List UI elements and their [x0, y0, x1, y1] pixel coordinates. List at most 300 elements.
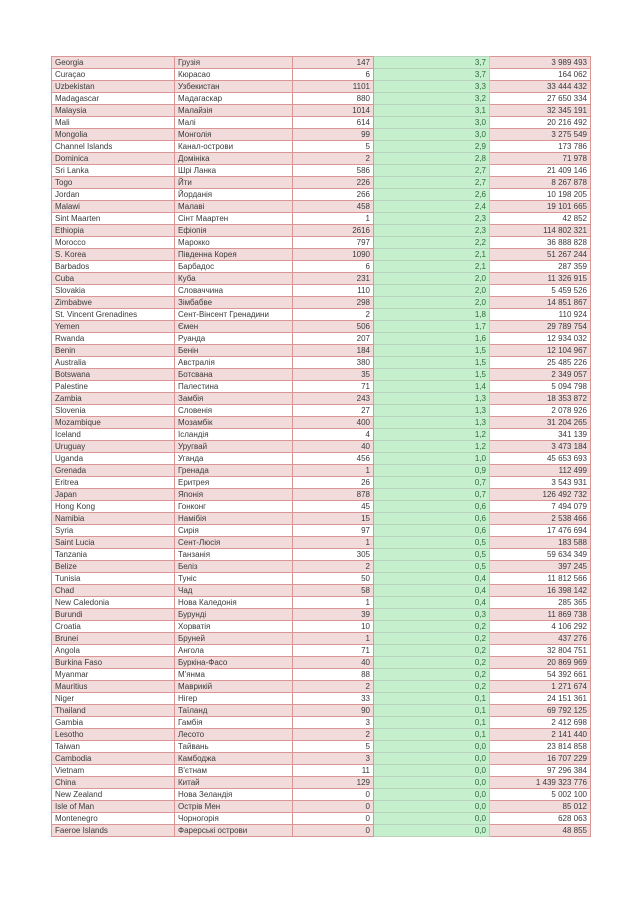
cell-country-en: Benin — [52, 345, 175, 357]
cell-value: 10 — [293, 621, 374, 633]
cell-large-value: 110 924 — [490, 309, 591, 321]
table-row — [52, 153, 591, 165]
cell-country-en: Georgia — [52, 57, 175, 69]
table-row — [52, 429, 591, 441]
cell-large-value: 85 012 — [490, 801, 591, 813]
cell-country-en: Grenada — [52, 465, 175, 477]
cell-large-value: 29 789 754 — [490, 321, 591, 333]
cell-large-value: 16 398 142 — [490, 585, 591, 597]
cell-value: 2616 — [293, 225, 374, 237]
cell-large-value: 437 276 — [490, 633, 591, 645]
cell-country-en: Gambia — [52, 717, 175, 729]
cell-country-en: Montenegro — [52, 813, 175, 825]
cell-country-uk: Нова Зеландія — [175, 789, 293, 801]
cell-country-en: Taiwan — [52, 741, 175, 753]
cell-value: 33 — [293, 693, 374, 705]
cell-country-en: Iceland — [52, 429, 175, 441]
cell-country-uk: Ісландія — [175, 429, 293, 441]
table-row — [52, 477, 591, 489]
cell-country-uk: Бруней — [175, 633, 293, 645]
cell-country-en: Sint Maarten — [52, 213, 175, 225]
cell-country-en: St. Vincent Grenadines — [52, 309, 175, 321]
table-row — [52, 129, 591, 141]
cell-value-highlighted: 1,8 — [374, 309, 490, 321]
cell-value: 58 — [293, 585, 374, 597]
table-row — [52, 609, 591, 621]
cell-country-en: S. Korea — [52, 249, 175, 261]
table-row — [52, 417, 591, 429]
table-row — [52, 657, 591, 669]
cell-value: 15 — [293, 513, 374, 525]
cell-large-value: 21 409 146 — [490, 165, 591, 177]
table-row — [52, 309, 591, 321]
cell-country-uk: Лесото — [175, 729, 293, 741]
cell-country-en: Namibia — [52, 513, 175, 525]
cell-value-highlighted: 0,5 — [374, 549, 490, 561]
cell-country-uk: В'єтнам — [175, 765, 293, 777]
cell-country-en: Sri Lanka — [52, 165, 175, 177]
cell-value: 1101 — [293, 81, 374, 93]
cell-value: 0 — [293, 801, 374, 813]
cell-value: 0 — [293, 813, 374, 825]
cell-country-uk: Японія — [175, 489, 293, 501]
cell-large-value: 48 855 — [490, 825, 591, 837]
cell-country-en: Isle of Man — [52, 801, 175, 813]
table-row — [52, 537, 591, 549]
table-row — [52, 381, 591, 393]
cell-country-uk: Камбоджа — [175, 753, 293, 765]
cell-value: 184 — [293, 345, 374, 357]
cell-country-uk: Австралія — [175, 357, 293, 369]
table-row — [52, 225, 591, 237]
cell-country-en: Slovakia — [52, 285, 175, 297]
cell-country-en: Mozambique — [52, 417, 175, 429]
cell-value-highlighted: 2,6 — [374, 189, 490, 201]
cell-value: 97 — [293, 525, 374, 537]
cell-value-highlighted: 0,1 — [374, 705, 490, 717]
table-row — [52, 441, 591, 453]
table-row — [52, 201, 591, 213]
cell-large-value: 11 869 738 — [490, 609, 591, 621]
cell-value-highlighted: 0,9 — [374, 465, 490, 477]
cell-large-value: 628 063 — [490, 813, 591, 825]
cell-country-uk: Шрі Ланка — [175, 165, 293, 177]
cell-country-en: Jordan — [52, 189, 175, 201]
cell-value-highlighted: 0,0 — [374, 765, 490, 777]
cell-country-en: Australia — [52, 357, 175, 369]
cell-large-value: 32 345 191 — [490, 105, 591, 117]
cell-large-value: 12 104 967 — [490, 345, 591, 357]
cell-value: 1014 — [293, 105, 374, 117]
cell-value: 380 — [293, 357, 374, 369]
cell-country-en: Rwanda — [52, 333, 175, 345]
table-row — [52, 813, 591, 825]
cell-value: 614 — [293, 117, 374, 129]
cell-country-uk: Куба — [175, 273, 293, 285]
table-row — [52, 717, 591, 729]
table-row — [52, 705, 591, 717]
table-row — [52, 561, 591, 573]
cell-large-value: 59 634 349 — [490, 549, 591, 561]
cell-country-en: Barbados — [52, 261, 175, 273]
cell-country-en: Syria — [52, 525, 175, 537]
cell-value-highlighted: 0,2 — [374, 657, 490, 669]
cell-country-en: Hong Kong — [52, 501, 175, 513]
cell-country-uk: Домініка — [175, 153, 293, 165]
cell-country-en: Dominica — [52, 153, 175, 165]
cell-country-en: Belize — [52, 561, 175, 573]
cell-country-uk: Маврикій — [175, 681, 293, 693]
table-row — [52, 261, 591, 273]
cell-value-highlighted: 3,3 — [374, 81, 490, 93]
cell-value-highlighted: 3,7 — [374, 69, 490, 81]
cell-country-uk: Марокко — [175, 237, 293, 249]
cell-country-en: Thailand — [52, 705, 175, 717]
cell-value-highlighted: 2,1 — [374, 261, 490, 273]
cell-country-uk: Сент-Люсія — [175, 537, 293, 549]
table-row — [52, 741, 591, 753]
cell-country-en: Croatia — [52, 621, 175, 633]
cell-value-highlighted: 0,6 — [374, 501, 490, 513]
cell-value: 39 — [293, 609, 374, 621]
table-row — [52, 525, 591, 537]
cell-large-value: 11 326 915 — [490, 273, 591, 285]
cell-value: 400 — [293, 417, 374, 429]
cell-large-value: 54 392 661 — [490, 669, 591, 681]
cell-country-en: Curaçao — [52, 69, 175, 81]
cell-value: 2 — [293, 561, 374, 573]
cell-value-highlighted: 0,0 — [374, 777, 490, 789]
cell-large-value: 114 802 321 — [490, 225, 591, 237]
cell-country-en: Lesotho — [52, 729, 175, 741]
cell-value-highlighted: 1,3 — [374, 405, 490, 417]
cell-country-uk: Узбекистан — [175, 81, 293, 93]
cell-country-uk: Таїланд — [175, 705, 293, 717]
cell-large-value: 97 296 384 — [490, 765, 591, 777]
cell-value: 110 — [293, 285, 374, 297]
cell-value: 3 — [293, 753, 374, 765]
cell-value-highlighted: 2,7 — [374, 177, 490, 189]
cell-large-value: 17 476 694 — [490, 525, 591, 537]
table-row — [52, 237, 591, 249]
cell-value: 40 — [293, 657, 374, 669]
cell-large-value: 126 492 732 — [490, 489, 591, 501]
cell-value: 243 — [293, 393, 374, 405]
cell-value: 226 — [293, 177, 374, 189]
cell-country-en: Uganda — [52, 453, 175, 465]
cell-value: 99 — [293, 129, 374, 141]
table-row — [52, 693, 591, 705]
cell-country-en: Chad — [52, 585, 175, 597]
cell-large-value: 1 439 323 776 — [490, 777, 591, 789]
cell-value-highlighted: 0,0 — [374, 741, 490, 753]
cell-country-uk: Хорватія — [175, 621, 293, 633]
cell-country-uk: Зімбабве — [175, 297, 293, 309]
cell-country-en: Madagascar — [52, 93, 175, 105]
cell-country-uk: Ботсвана — [175, 369, 293, 381]
cell-value-highlighted: 0,4 — [374, 585, 490, 597]
cell-country-uk: Йти — [175, 177, 293, 189]
table-row — [52, 117, 591, 129]
cell-value: 2 — [293, 153, 374, 165]
table-row — [52, 333, 591, 345]
cell-country-en: Niger — [52, 693, 175, 705]
cell-country-uk: Південна Корея — [175, 249, 293, 261]
cell-value-highlighted: 1,5 — [374, 369, 490, 381]
cell-country-uk: Канал-острови — [175, 141, 293, 153]
cell-value-highlighted: 0,1 — [374, 729, 490, 741]
cell-large-value: 20 869 969 — [490, 657, 591, 669]
table-row — [52, 297, 591, 309]
cell-country-en: New Zealand — [52, 789, 175, 801]
cell-country-uk: Нігер — [175, 693, 293, 705]
cell-country-uk: Ефіопія — [175, 225, 293, 237]
cell-large-value: 7 494 079 — [490, 501, 591, 513]
cell-country-uk: Уругвай — [175, 441, 293, 453]
cell-value-highlighted: 0,0 — [374, 825, 490, 837]
cell-country-uk: Палестина — [175, 381, 293, 393]
table-row — [52, 141, 591, 153]
cell-large-value: 3 275 549 — [490, 129, 591, 141]
cell-value: 266 — [293, 189, 374, 201]
cell-country-uk: Малаві — [175, 201, 293, 213]
cell-value-highlighted: 0,0 — [374, 789, 490, 801]
cell-country-uk: Буркіна-Фасо — [175, 657, 293, 669]
cell-country-uk: Гренада — [175, 465, 293, 477]
cell-country-en: Mauritius — [52, 681, 175, 693]
cell-country-uk: Малайзія — [175, 105, 293, 117]
cell-value: 2 — [293, 309, 374, 321]
table-row — [52, 393, 591, 405]
cell-country-uk: Чорногорія — [175, 813, 293, 825]
cell-country-uk: Туніс — [175, 573, 293, 585]
cell-value-highlighted: 2,3 — [374, 213, 490, 225]
cell-value: 88 — [293, 669, 374, 681]
cell-value-highlighted: 1,3 — [374, 417, 490, 429]
cell-country-uk: Бурунді — [175, 609, 293, 621]
cell-value-highlighted: 3,1 — [374, 105, 490, 117]
cell-country-en: Cuba — [52, 273, 175, 285]
cell-value-highlighted: 3,7 — [374, 57, 490, 69]
cell-large-value: 10 198 205 — [490, 189, 591, 201]
cell-value: 147 — [293, 57, 374, 69]
cell-value: 298 — [293, 297, 374, 309]
table-row — [52, 345, 591, 357]
cell-country-en: Slovenia — [52, 405, 175, 417]
cell-value: 11 — [293, 765, 374, 777]
cell-country-uk: Ємен — [175, 321, 293, 333]
cell-large-value: 5 002 100 — [490, 789, 591, 801]
cell-value: 6 — [293, 261, 374, 273]
cell-value-highlighted: 1,0 — [374, 453, 490, 465]
cell-large-value: 14 851 867 — [490, 297, 591, 309]
cell-country-uk: Сирія — [175, 525, 293, 537]
cell-value-highlighted: 3,0 — [374, 129, 490, 141]
cell-country-uk: Китай — [175, 777, 293, 789]
cell-large-value: 287 359 — [490, 261, 591, 273]
cell-value: 305 — [293, 549, 374, 561]
cell-large-value: 2 349 057 — [490, 369, 591, 381]
cell-country-uk: Нова Каледонія — [175, 597, 293, 609]
cell-value-highlighted: 1,6 — [374, 333, 490, 345]
cell-value: 26 — [293, 477, 374, 489]
table-row — [52, 753, 591, 765]
table-row — [52, 405, 591, 417]
cell-country-en: Vietnam — [52, 765, 175, 777]
cell-country-uk: М'янма — [175, 669, 293, 681]
table-row — [52, 789, 591, 801]
cell-large-value: 51 267 244 — [490, 249, 591, 261]
cell-large-value: 19 101 665 — [490, 201, 591, 213]
table-row — [52, 213, 591, 225]
cell-large-value: 11 812 566 — [490, 573, 591, 585]
cell-large-value: 8 267 878 — [490, 177, 591, 189]
cell-large-value: 42 852 — [490, 213, 591, 225]
cell-value-highlighted: 1,3 — [374, 393, 490, 405]
table-row — [52, 585, 591, 597]
cell-large-value: 2 141 440 — [490, 729, 591, 741]
cell-value-highlighted: 0,5 — [374, 537, 490, 549]
cell-large-value: 2 412 698 — [490, 717, 591, 729]
cell-value: 35 — [293, 369, 374, 381]
cell-country-en: Burkina Faso — [52, 657, 175, 669]
cell-country-en: Botswana — [52, 369, 175, 381]
cell-large-value: 12 934 032 — [490, 333, 591, 345]
cell-large-value: 69 792 125 — [490, 705, 591, 717]
table-row — [52, 189, 591, 201]
cell-country-en: New Caledonia — [52, 597, 175, 609]
cell-large-value: 20 216 492 — [490, 117, 591, 129]
cell-value: 1 — [293, 597, 374, 609]
cell-country-en: Malawi — [52, 201, 175, 213]
cell-large-value: 25 485 226 — [490, 357, 591, 369]
cell-country-uk: Сент-Вінсент Гренадини — [175, 309, 293, 321]
cell-value-highlighted: 2,0 — [374, 273, 490, 285]
table-row — [52, 489, 591, 501]
table-row — [52, 453, 591, 465]
cell-large-value: 2 538 466 — [490, 513, 591, 525]
cell-value: 0 — [293, 825, 374, 837]
cell-country-uk: Острів Мен — [175, 801, 293, 813]
cell-country-en: Uruguay — [52, 441, 175, 453]
cell-value: 1 — [293, 633, 374, 645]
cell-value-highlighted: 2,7 — [374, 165, 490, 177]
table-row — [52, 501, 591, 513]
cell-country-uk: Уганда — [175, 453, 293, 465]
cell-value: 90 — [293, 705, 374, 717]
cell-large-value: 173 786 — [490, 141, 591, 153]
cell-value: 1 — [293, 465, 374, 477]
table-row — [52, 801, 591, 813]
cell-country-en: Faeroe Islands — [52, 825, 175, 837]
cell-country-en: Morocco — [52, 237, 175, 249]
cell-value: 4 — [293, 429, 374, 441]
cell-value-highlighted: 3,2 — [374, 93, 490, 105]
cell-value: 6 — [293, 69, 374, 81]
cell-value-highlighted: 0,4 — [374, 573, 490, 585]
cell-value-highlighted: 1,7 — [374, 321, 490, 333]
cell-value-highlighted: 0,3 — [374, 609, 490, 621]
cell-country-en: Tunisia — [52, 573, 175, 585]
cell-value: 40 — [293, 441, 374, 453]
cell-large-value: 164 062 — [490, 69, 591, 81]
cell-country-en: Angola — [52, 645, 175, 657]
cell-country-uk: Кюрасао — [175, 69, 293, 81]
cell-value-highlighted: 2,0 — [374, 297, 490, 309]
cell-country-en: Zambia — [52, 393, 175, 405]
cell-value-highlighted: 2,1 — [374, 249, 490, 261]
cell-country-uk: Бенін — [175, 345, 293, 357]
cell-large-value: 183 588 — [490, 537, 591, 549]
cell-large-value: 31 204 265 — [490, 417, 591, 429]
cell-large-value: 4 106 292 — [490, 621, 591, 633]
cell-value: 586 — [293, 165, 374, 177]
cell-value: 45 — [293, 501, 374, 513]
table-row — [52, 597, 591, 609]
cell-value: 5 — [293, 141, 374, 153]
cell-value: 2 — [293, 729, 374, 741]
cell-value: 0 — [293, 789, 374, 801]
cell-value-highlighted: 1,5 — [374, 345, 490, 357]
cell-value: 129 — [293, 777, 374, 789]
cell-value: 27 — [293, 405, 374, 417]
cell-value: 1090 — [293, 249, 374, 261]
cell-country-uk: Ангола — [175, 645, 293, 657]
cell-value: 1 — [293, 537, 374, 549]
cell-value-highlighted: 0,4 — [374, 597, 490, 609]
cell-country-en: Cambodia — [52, 753, 175, 765]
cell-country-uk: Мозамбік — [175, 417, 293, 429]
cell-country-uk: Гамбія — [175, 717, 293, 729]
table-row — [52, 249, 591, 261]
cell-country-en: Zimbabwe — [52, 297, 175, 309]
table-row — [52, 825, 591, 837]
cell-country-uk: Еритрея — [175, 477, 293, 489]
cell-value-highlighted: 0,1 — [374, 717, 490, 729]
cell-value: 506 — [293, 321, 374, 333]
cell-country-uk: Гонконг — [175, 501, 293, 513]
cell-value-highlighted: 0,0 — [374, 753, 490, 765]
table-row — [52, 369, 591, 381]
cell-country-en: Mali — [52, 117, 175, 129]
cell-country-en: Togo — [52, 177, 175, 189]
cell-value-highlighted: 0,1 — [374, 693, 490, 705]
cell-large-value: 33 444 432 — [490, 81, 591, 93]
cell-value-highlighted: 0,2 — [374, 633, 490, 645]
cell-country-en: Ethiopia — [52, 225, 175, 237]
cell-value: 3 — [293, 717, 374, 729]
cell-value: 456 — [293, 453, 374, 465]
cell-country-uk: Словаччина — [175, 285, 293, 297]
cell-value-highlighted: 3,0 — [374, 117, 490, 129]
cell-value: 797 — [293, 237, 374, 249]
cell-value: 71 — [293, 645, 374, 657]
cell-value-highlighted: 0,2 — [374, 681, 490, 693]
cell-country-uk: Словенія — [175, 405, 293, 417]
cell-large-value: 112 499 — [490, 465, 591, 477]
cell-large-value: 285 365 — [490, 597, 591, 609]
cell-country-uk: Монголія — [175, 129, 293, 141]
cell-large-value: 32 804 751 — [490, 645, 591, 657]
cell-country-en: Malaysia — [52, 105, 175, 117]
table-row — [52, 669, 591, 681]
cell-large-value: 16 707 229 — [490, 753, 591, 765]
cell-value-highlighted: 1,2 — [374, 429, 490, 441]
cell-value-highlighted: 2,2 — [374, 237, 490, 249]
cell-value-highlighted: 2,4 — [374, 201, 490, 213]
cell-large-value: 5 094 798 — [490, 381, 591, 393]
cell-value: 5 — [293, 741, 374, 753]
